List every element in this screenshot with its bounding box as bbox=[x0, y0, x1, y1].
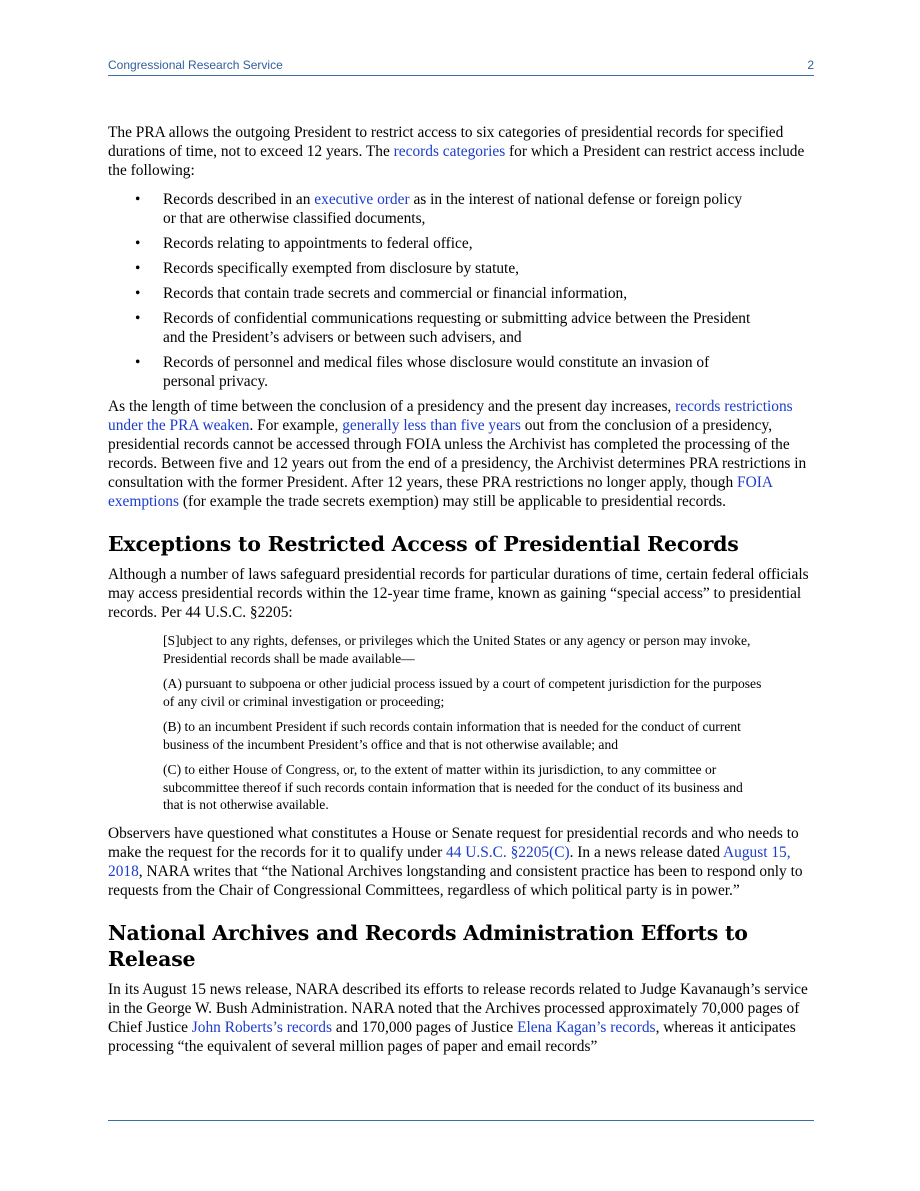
quote-paragraph: (B) to an incumbent President if such records contain information that is needed for the conduct of current business of the incumbent President’s office and that is not otherwise available; and bbox=[163, 719, 741, 752]
page-header bbox=[108, 58, 814, 76]
quote-paragraph: (C) to either House of Congress, or, to the extent of matter within its jurisdiction, to any committee or subcommittee thereof if such records contain information that is needed for the conduct of its business and that is not otherwise available. bbox=[163, 762, 743, 812]
exceptions-paragraph: Although a number of laws safeguard presidential records for particular durations of time, certain federal officials may access presidential records within the 12-year time frame, known as gaining “special access” to presidential records. Per 44 U.S.C. §2205: bbox=[108, 566, 809, 621]
footer-divider bbox=[108, 1120, 814, 1121]
roberts-records-link[interactable]: John Roberts’s records bbox=[191, 1018, 332, 1036]
foia-exemptions-link[interactable]: FOIA exemptions bbox=[108, 474, 773, 510]
five-years-link[interactable]: generally less than five years bbox=[342, 417, 521, 434]
list-item: • Records that contain trade secrets and commercial or financial information, bbox=[135, 285, 628, 302]
kagan-records-link[interactable]: Elena Kagan’s records bbox=[517, 1018, 656, 1036]
quote-paragraph: (A) pursuant to subpoena or other judicial process issued by a court of competent jurisdiction for the purposes of any civil or criminal investigation or proceeding; bbox=[163, 676, 762, 709]
observers-paragraph: Observers have questioned what constitutes a House or Senate request for presidential records and who needs to make the request for the records for it to qualify under 44 U.S.C. §2205(C). In a news release dated August 15, 2018, NARA writes that “the National Archives longstanding and consistent practice has been to respond only to requests from the Chair of Congressional Committees, regardless of which political party is in power.” bbox=[108, 824, 803, 899]
list-item: • Records of confidential communications requesting or submitting advice between the President and the President’s advisers or between such advisers, and bbox=[135, 310, 751, 346]
executive-order-link[interactable]: executive order bbox=[314, 191, 410, 208]
restrictions-paragraph: As the length of time between the conclusion of a presidency and the present day increases, records restrictions under the PRA weaken. For example, generally less than five years out from the conclusion of a presidency, presidential records cannot be accessed through FOIA unless the Archivist has completed the processing of the records. Between five and 12 years out from the end of a presidency, the Archivist determines PRA restrictions in consultation with the former President. After 12 years, these PRA restrictions no longer apply, though FOIA exemptions (for example the trade secrets exemption) may still be applicable to presidential records. bbox=[108, 398, 807, 510]
intro-paragraph: The PRA allows the outgoing President to restrict access to six categories of presidential records for specified durations of time, not to exceed 12 years. The records categories for which a President can restrict access include the following: bbox=[108, 124, 805, 179]
header-org: Congressional Research Service bbox=[108, 58, 283, 72]
page-number: 2 bbox=[807, 58, 814, 72]
section-heading-nara: National Archives and Records Administration Efforts to Release bbox=[108, 920, 748, 971]
list-item: • Records of personnel and medical files whose disclosure would constitute an invasion of personal privacy. bbox=[135, 354, 710, 390]
list-item: • Records described in an executive order as in the interest of national defense or foreign policy or that are otherwise classified documents, bbox=[135, 191, 743, 227]
news-release-date-link[interactable]: August 15, 2018 bbox=[108, 843, 791, 880]
document-body bbox=[108, 123, 814, 1066]
list-item: • Records specifically exempted from disclosure by statute, bbox=[135, 260, 520, 277]
records-categories-link[interactable]: records categories bbox=[393, 143, 506, 160]
records-restrictions-link[interactable]: records restrictions under the PRA weaken bbox=[108, 398, 793, 434]
restriction-list bbox=[108, 190, 814, 391]
section-heading-exceptions: Exceptions to Restricted Access of Presidential Records bbox=[108, 532, 739, 556]
statute-quote bbox=[163, 632, 763, 814]
list-item: • Records relating to appointments to federal office, bbox=[135, 235, 473, 252]
quote-paragraph: [S]ubject to any rights, defenses, or privileges which the United States or any agency or person may invoke, Presidential records shall be made available— bbox=[163, 633, 751, 666]
usc-2205c-link[interactable]: 44 U.S.C. §2205(C) bbox=[446, 843, 570, 861]
nara-paragraph: In its August 15 news release, NARA described its efforts to release records related to Judge Kavanaugh’s service in the George W. Bush Administration. NARA noted that the Archives processed approximately 70,000 pages of Chief Justice John Roberts’s records and 170,000 pages of Justice Elena Kagan’s records, whereas it anticipates processing “the equivalent of several million pages of paper and email records” bbox=[108, 980, 808, 1055]
